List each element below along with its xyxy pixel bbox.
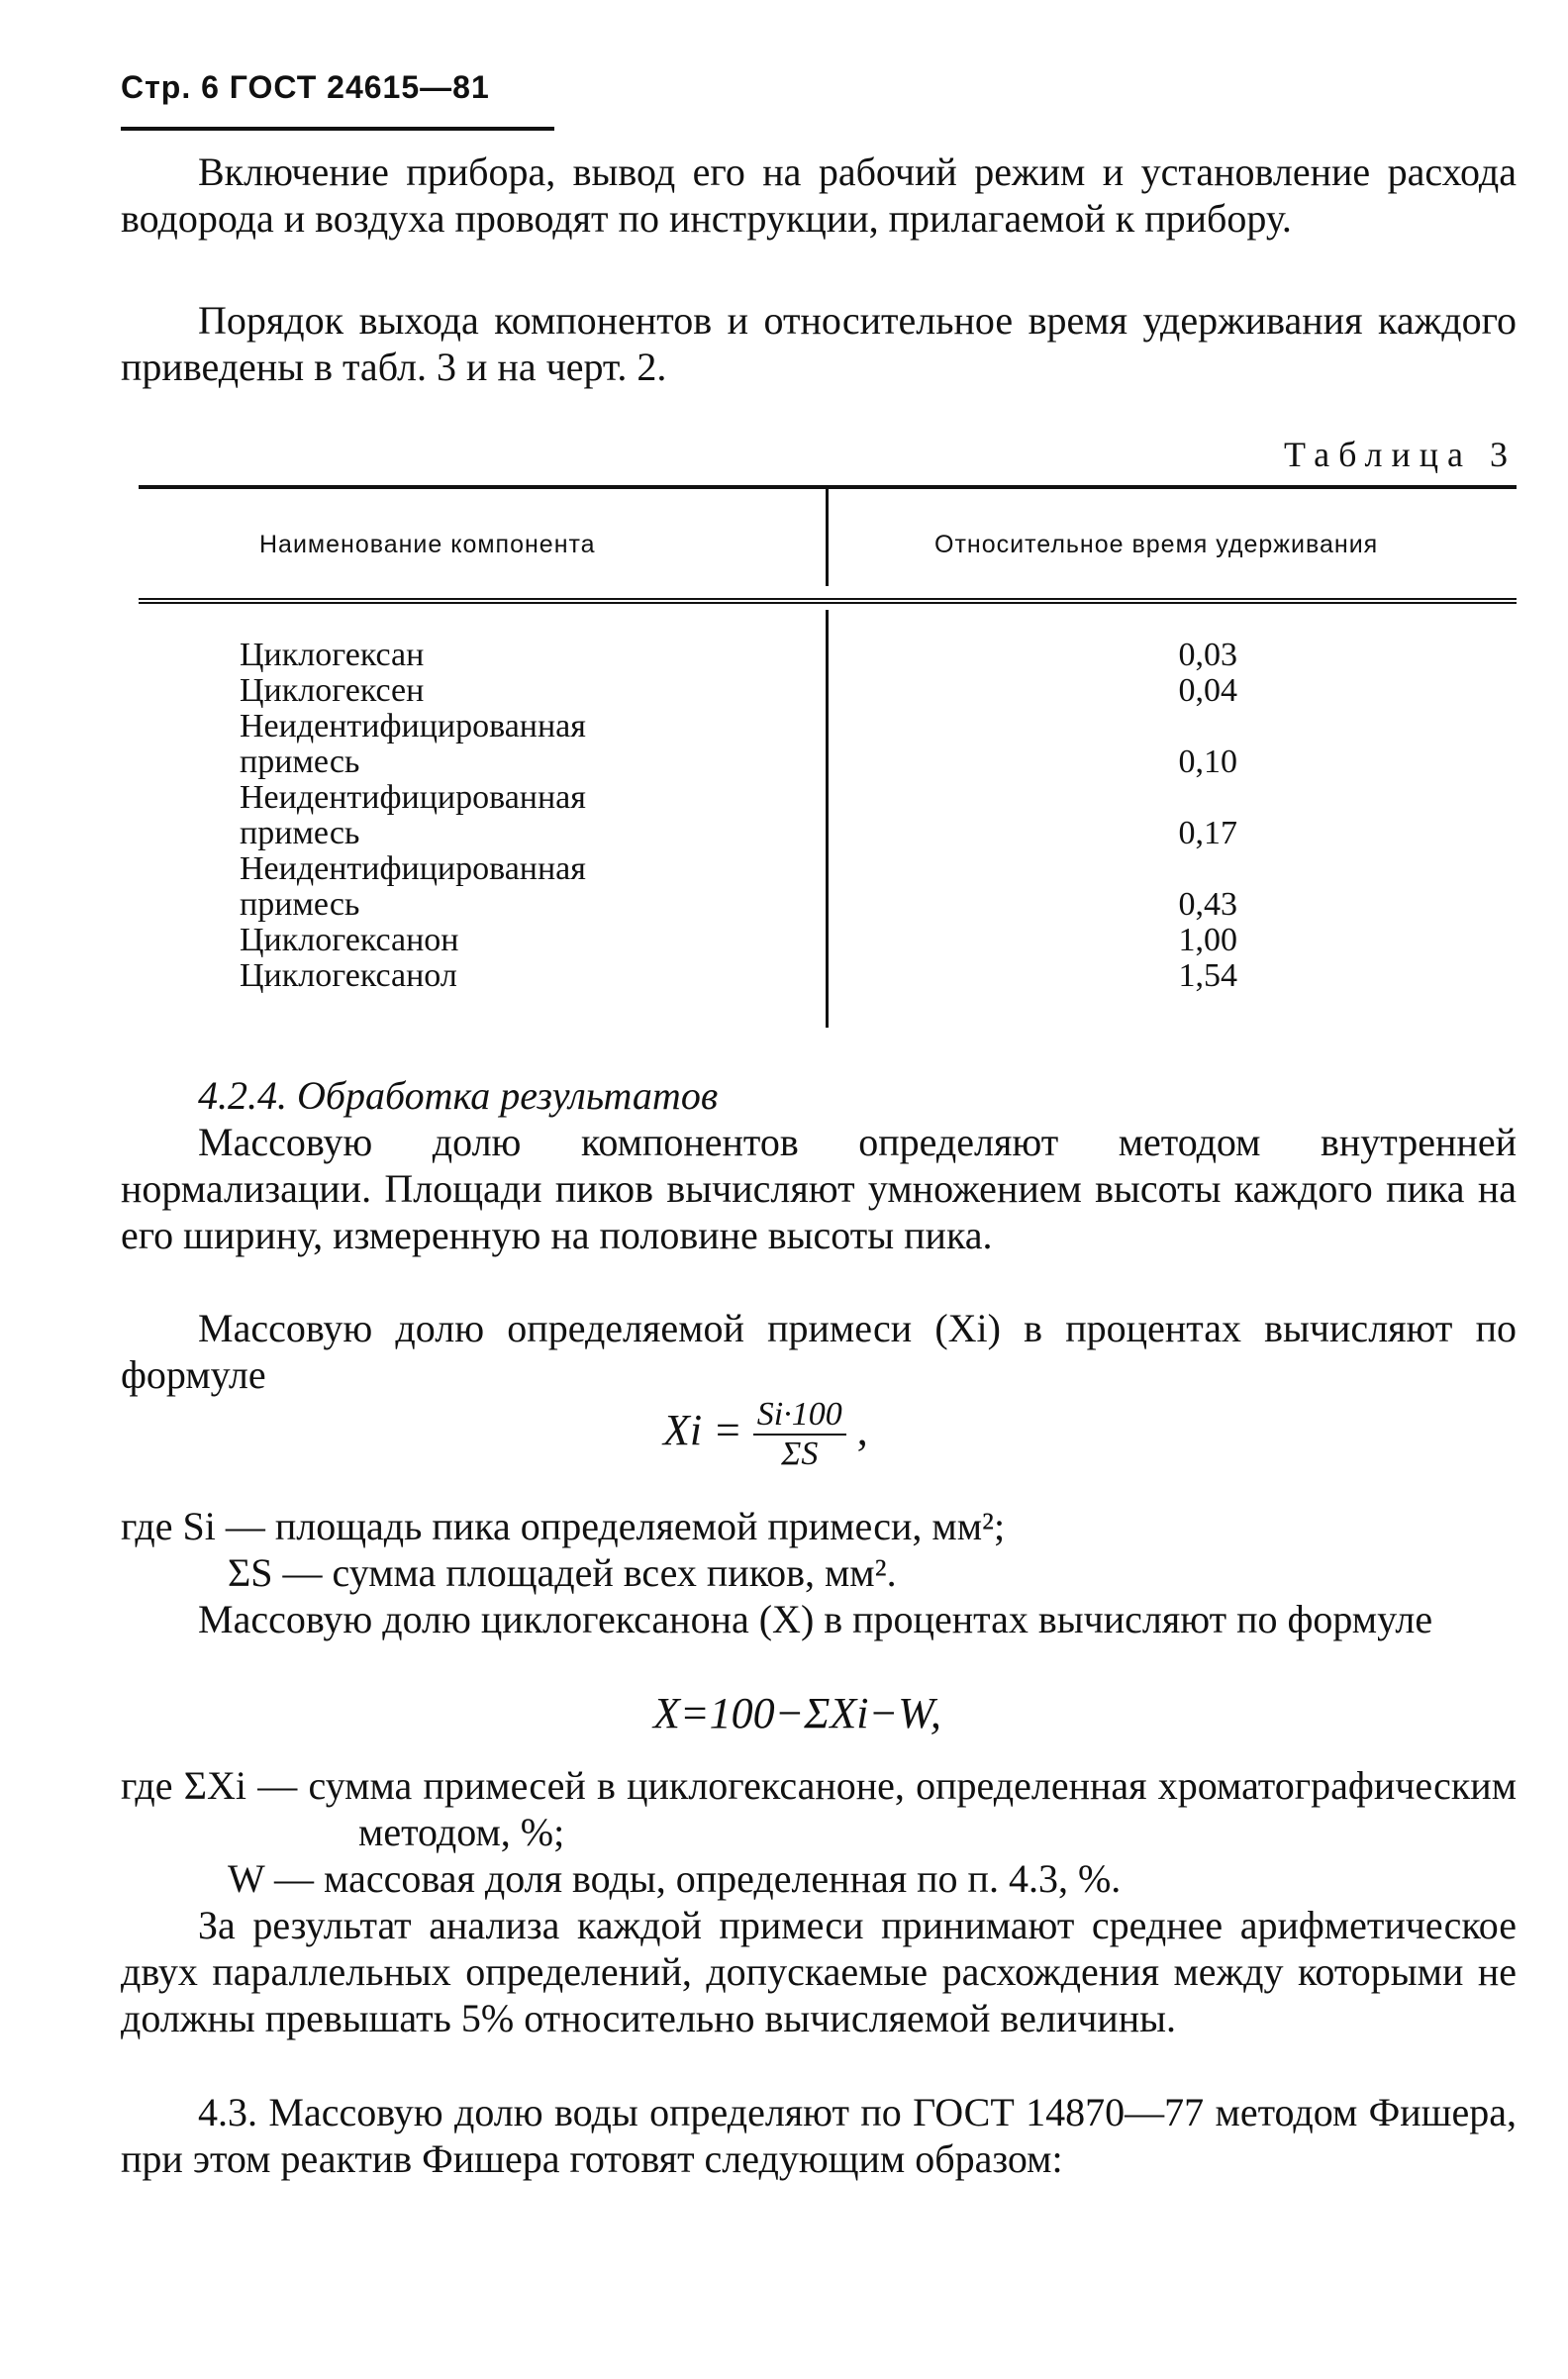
definition-sum-xi: где ΣXi — сумма примесей в циклогексаноне, определенная хроматографическим методом, %; [121,1763,1517,1854]
formula-impurity [663,1396,868,1473]
table-cell-value: 0,43 [1178,886,1237,923]
table-values-column [1119,638,1237,994]
table-cell-value: 0,10 [1178,743,1237,780]
table-caption: Таблица 3 [1284,435,1517,474]
table-row: Неидентифицированная примесь [240,779,586,851]
table-row: Циклогексен [240,672,425,709]
formula-numerator: Si·100 [753,1396,846,1436]
table-row: Циклогексанол [240,957,457,994]
table-row: Неидентифицированная примесь [240,708,586,780]
definition-sum-s: ΣS — сумма площадей всех пиков, мм². [228,1550,897,1595]
table-names-column [240,638,794,994]
table-cell-value: 0,17 [1178,815,1237,851]
table-cell-value: 1,00 [1178,922,1237,958]
table-header-rule [139,598,1517,604]
table-row: Циклогексанон [240,922,459,958]
intro-paragraph-2: Порядок выхода компонентов и относительное время удерживания каждого приведены в табл. 3 и на черт. 2. [121,298,1517,389]
formula-fraction [753,1396,846,1473]
section-paragraph-1: Массовую долю компонентов определяют методом внутренней нормализации. Площади пиков вычисляют умножением высоты каждого пика на его ширину, измеренную на половине высоты пика. [121,1120,1517,1257]
definition-si: где Si — площадь пика определяемой примеси, мм²; [121,1504,1006,1548]
definition-w: W — массовая доля воды, определенная по п. 4.3, %. [228,1856,1122,1901]
table-cell-value: 1,54 [1178,957,1237,994]
formula-tail: , [856,1406,868,1455]
section-paragraph-3: Массовую долю циклогексанона (X) в процентах вычисляют по формуле [198,1597,1433,1641]
table-row: Циклогексан [240,637,425,673]
section-paragraph-4: За результат анализа каждой примеси принимают среднее арифметическое двух параллельных определений, допускаемые расхождения между которыми не должны превышать 5% относительно вычисляемой величины. [121,1903,1517,2040]
table-cell-value: 0,03 [1178,637,1237,673]
section-paragraph-2: Массовую долю определяемой примеси (Xi) в процентах вычисляют по формуле [121,1306,1517,1397]
table-header-time: Относительное время удерживания [934,531,1379,558]
formula-denominator: ΣS [781,1436,819,1472]
formula-lhs: Xi = [663,1406,742,1455]
table-cell-value: 0,04 [1178,672,1237,709]
header-rule [121,127,554,131]
formula-cyclohexanone: X=100−ΣXi−W, [653,1689,941,1737]
table-body-divider [826,610,829,1028]
table-row: Неидентифицированная примесь [240,850,586,923]
section-heading: 4.2.4. Обработка результатов [198,1073,719,1118]
table-header-name: Наименование компонента [259,531,596,558]
table-header-divider [826,489,829,586]
page-header: Стр. 6 ГОСТ 24615—81 [121,69,490,105]
section-43-paragraph: 4.3. Массовую долю воды определяют по ГОСТ 14870—77 методом Фишера, при этом реактив Фишера готовят следующим образом: [121,2090,1517,2181]
intro-paragraph-1: Включение прибора, вывод его на рабочий режим и установление расхода водорода и воздуха проводят по инструкции, прилагаемой к прибору. [121,149,1517,241]
